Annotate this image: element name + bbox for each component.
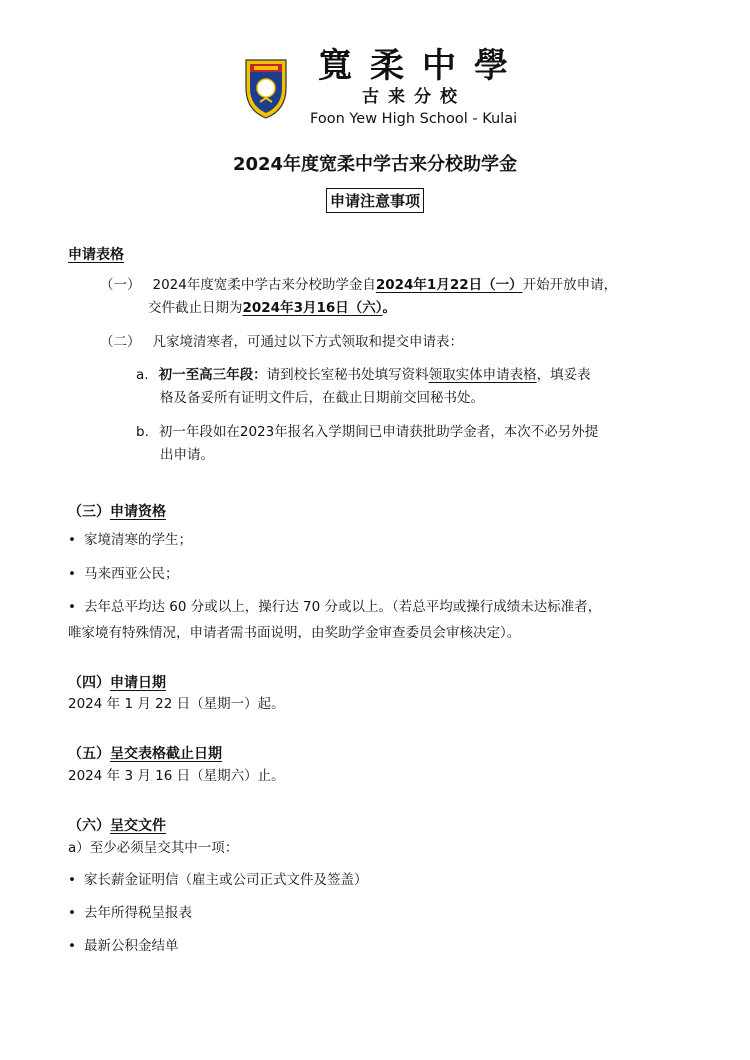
eligibility-item-2: • 马来西亚公民； (68, 563, 178, 585)
school-crest-icon (244, 58, 288, 120)
documents-item-3: • 最新公积金结单 (68, 935, 178, 957)
branch-name-cn: 古来分校 (362, 87, 466, 107)
section-heading-forms: 申请表格 (68, 247, 124, 263)
school-name-cn: 寬柔中學 (318, 46, 526, 86)
page-subtitle: 申请注意事项 (326, 188, 424, 213)
section-heading-apply-date (68, 672, 166, 692)
sub-a-label: a. (136, 367, 149, 383)
documents-item-2: • 去年所得税呈报表 (68, 902, 192, 924)
section-heading-eligibility (68, 501, 166, 521)
item-2-text: 凡家境清寒者，可通过以下方式领取和提交申请表： (152, 334, 463, 350)
item-2-number: （二） (100, 334, 141, 350)
documents-heading: 呈交文件 (110, 818, 166, 834)
school-header (244, 46, 534, 126)
close-date: 2024年3月16日（六） (242, 300, 383, 316)
documents-num: （六） (68, 818, 110, 834)
sub-b-label: b. (136, 424, 149, 440)
sub-a-bold: 初一至高三年段： (158, 367, 267, 383)
documents-intro: a）至少必须呈交其中一项： (68, 840, 239, 856)
item-1-number: （一） (100, 277, 141, 293)
item-2-line (100, 331, 463, 353)
sub-b-text-a: 初一年段如在2023年报名入学期间已申请获批助学金者，本次不必另外提 (158, 424, 599, 440)
documents-item-1: • 家长薪金证明信（雇主或公司正式文件及签盖） (68, 869, 367, 891)
open-date: 2024年1月22日（一） (375, 277, 523, 293)
item-1-text-a: 2024年度宽柔中学古来分校助学金自 (152, 277, 376, 293)
school-name-en: Foon Yew High School - Kulai (310, 111, 518, 127)
deadline-heading: 呈交表格截止日期 (110, 746, 222, 762)
eligibility-continuation: 唯家境有特殊情况，申请者需书面说明，由奖助学金审查委员会审核决定）。 (68, 625, 521, 641)
eligibility-num: （三） (68, 504, 110, 520)
sub-b-line-2: 出申请。 (160, 447, 214, 463)
school-name-block (310, 46, 534, 127)
apply-date-num: （四） (68, 675, 110, 691)
item-1-line-2 (148, 297, 396, 319)
sub-a-line-2: 格及备妥所有证明文件后，在截止日期前交回秘书处。 (160, 390, 484, 406)
deadline-text: 2024 年 3 月 16 日（星期六）止。 (68, 768, 285, 784)
item-1-text-c: 交件截止日期为 (148, 300, 243, 316)
sub-a-line-1 (136, 364, 591, 386)
eligibility-item-3: • 去年总平均达 60 分或以上，操行达 70 分或以上。（若总平均或操行成绩未达标准者， (68, 596, 601, 618)
sub-a-text-a: 请到校长室秘书处填写资料 (266, 367, 429, 383)
item-1-line-1 (100, 274, 617, 296)
sub-b-line-1 (136, 421, 598, 443)
item-1-text-b: 开始开放申请， (522, 277, 618, 293)
section-heading-deadline (68, 743, 222, 763)
item-1-text-d: 。 (382, 300, 397, 316)
apply-date-heading: 申请日期 (110, 675, 166, 691)
eligibility-heading: 申请资格 (110, 504, 166, 520)
sub-a-text-b: ，填妥表 (536, 367, 591, 383)
section-heading-documents (68, 815, 166, 835)
subtitle-wrap (0, 188, 750, 213)
page-title: 2024年度宽柔中学古来分校助学金 (232, 154, 518, 175)
sub-a-link: 领取实体申请表格 (428, 367, 537, 383)
apply-date-text: 2024 年 1 月 22 日（星期一）起。 (68, 696, 285, 712)
deadline-num: （五） (68, 746, 110, 762)
eligibility-item-1: • 家境清寒的学生； (68, 529, 192, 551)
